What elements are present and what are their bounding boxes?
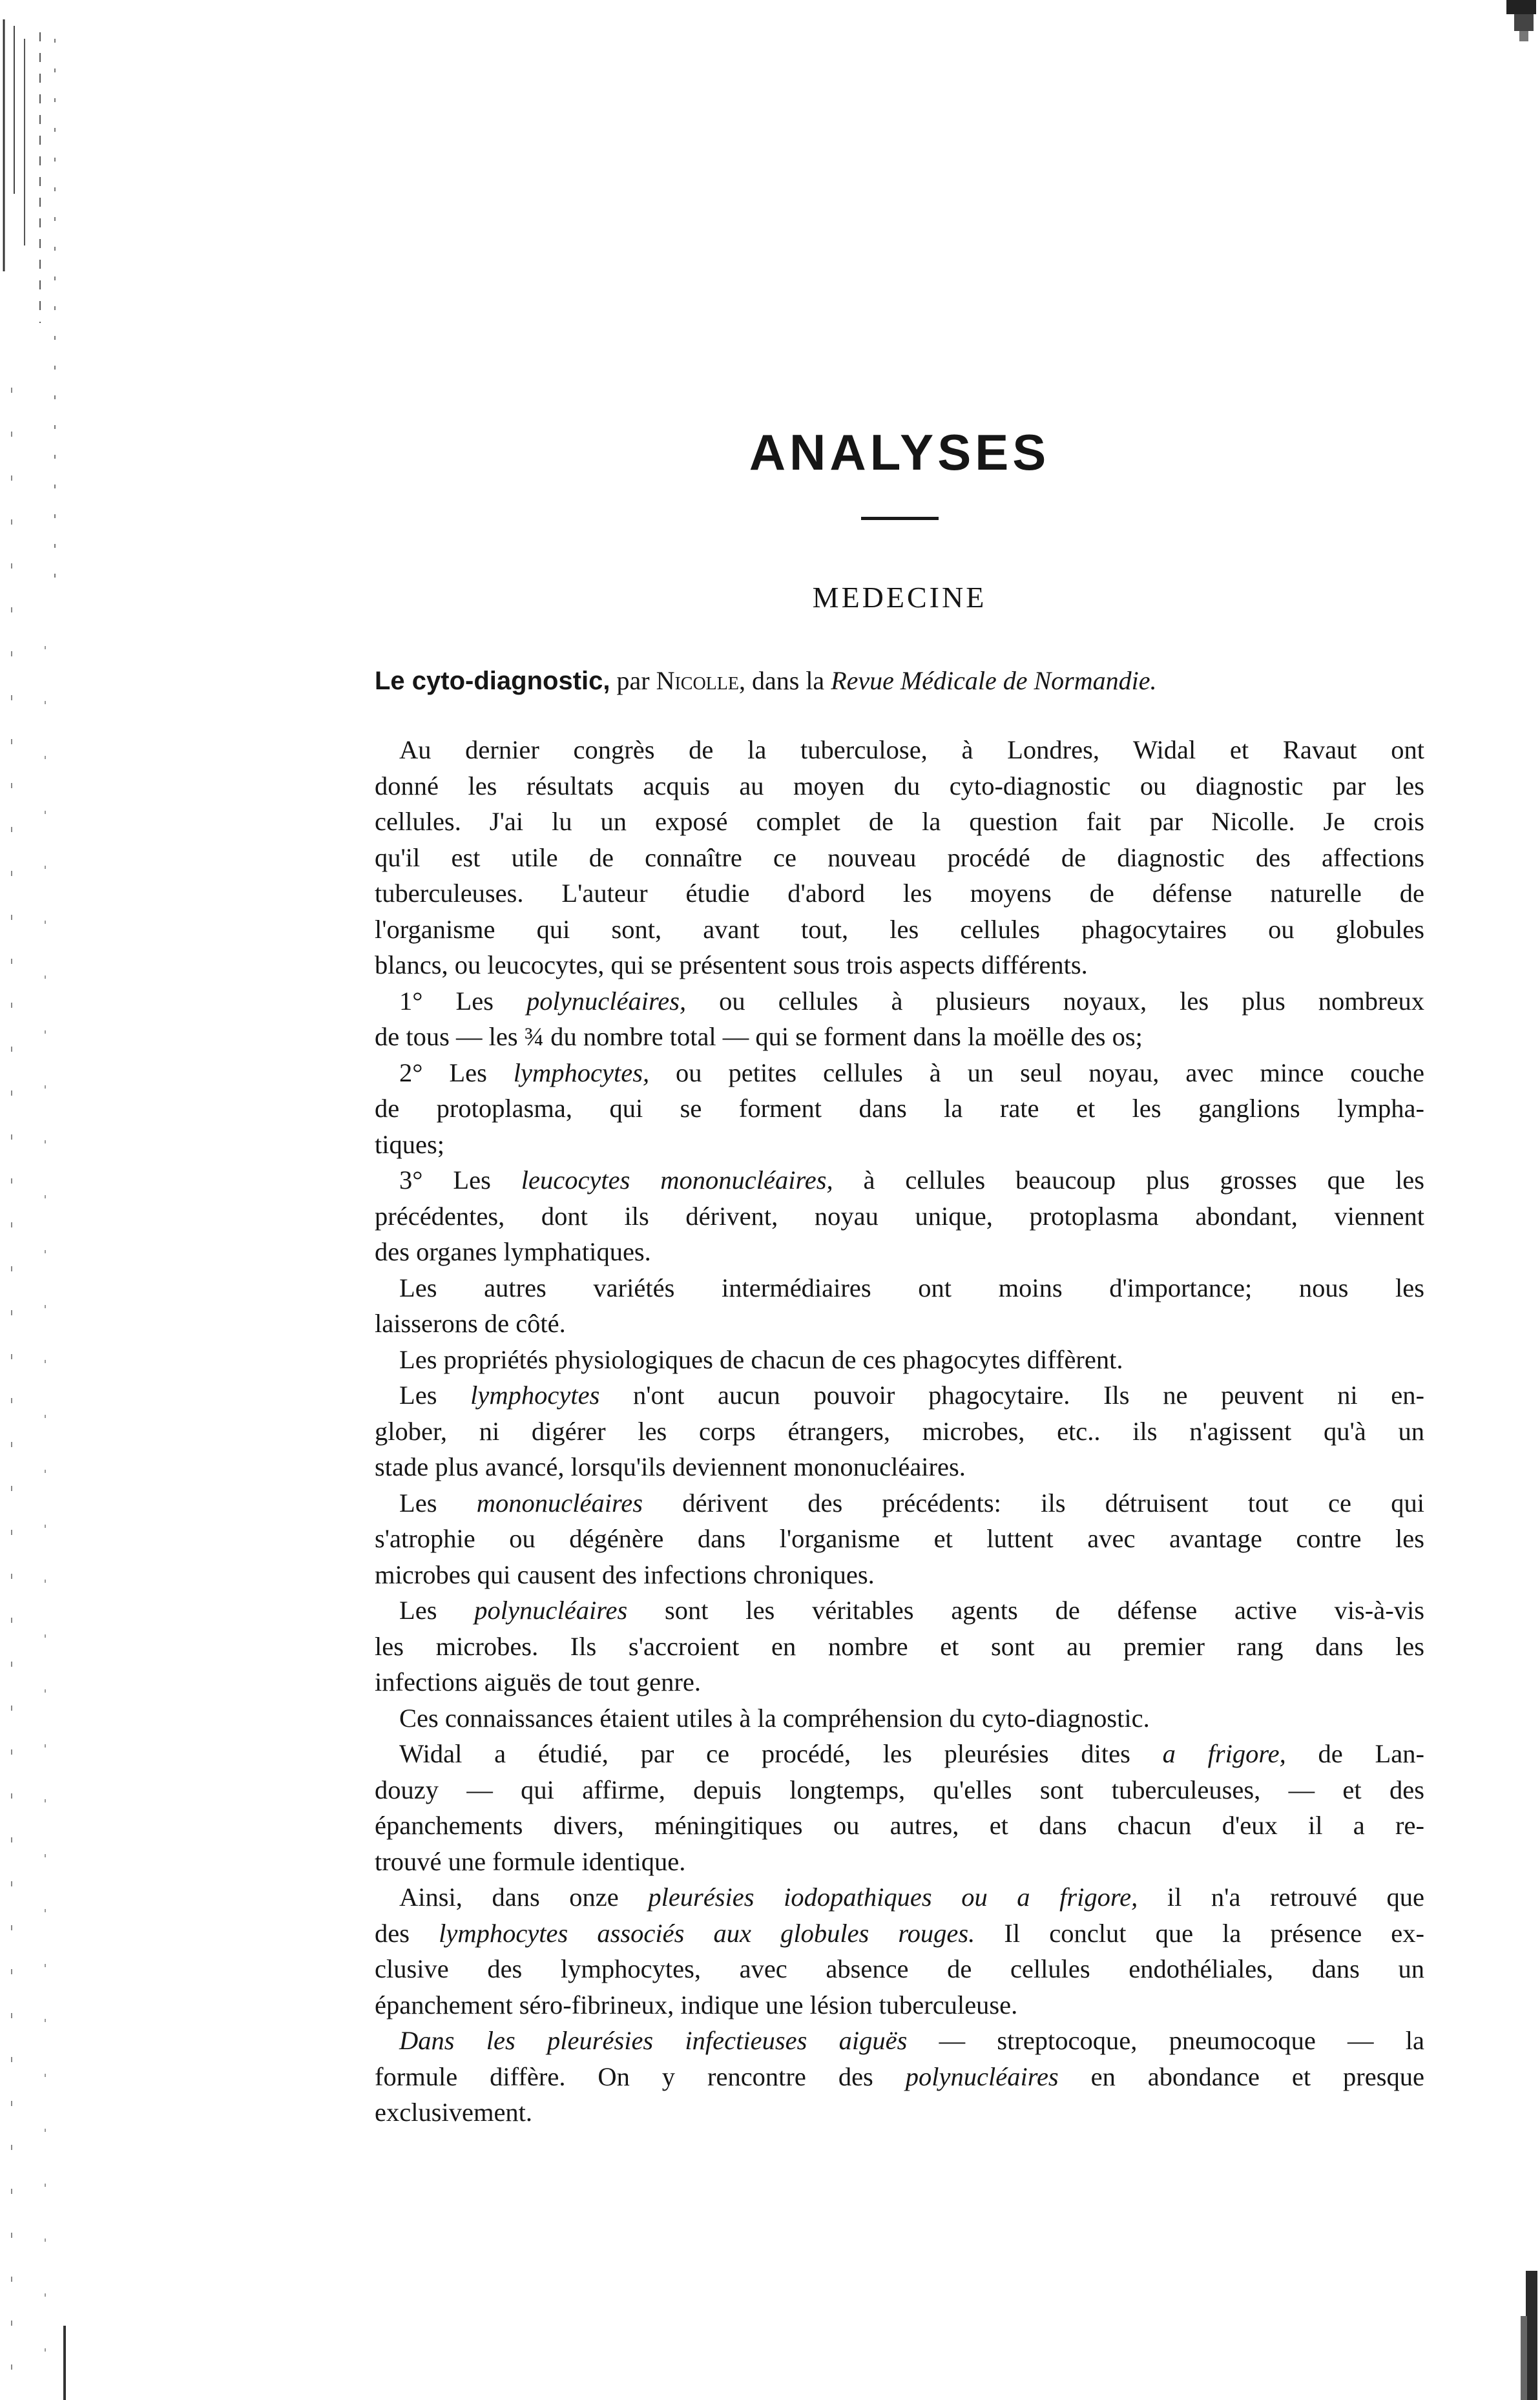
text-line xyxy=(375,2023,1424,2059)
line-text: ou cellules à plusieurs noyaux, les plus nombreux xyxy=(686,986,1424,1016)
line-text: Ainsi, dans onze xyxy=(399,1883,649,1912)
line-text: exclusivement. xyxy=(375,2098,533,2127)
line-text: microbes qui causent des infections chroniques. xyxy=(375,1560,875,1589)
line-text: épanchements divers, méningitiques ou autres, et dans chacun d'eux il a re- xyxy=(375,1811,1424,1840)
reference-journal: Revue Médicale de Normandie. xyxy=(831,666,1157,695)
text-line xyxy=(375,1162,1424,1198)
line-text: donné les résultats acquis au moyen du cyto-diagnostic ou diagnostic par les xyxy=(375,771,1424,800)
line-text: Les propriétés physiologiques de chacun de ces phagocytes diffèrent. xyxy=(399,1344,1123,1374)
text-line xyxy=(375,1915,1424,1952)
line-text: des organes lymphatiques. xyxy=(375,1237,651,1266)
text-line xyxy=(375,1377,1424,1414)
text-line xyxy=(375,875,1424,912)
text-line xyxy=(375,1808,1424,1844)
italic-term: mononucléaires xyxy=(476,1488,643,1518)
italic-term: Dans les pleurésies infectieuses aiguës xyxy=(399,2026,908,2055)
line-text: formule diffère. On y rencontre des xyxy=(375,2061,906,2091)
line-text: Les xyxy=(399,1596,475,1625)
scan-edge-artifact xyxy=(0,0,68,2400)
text-line xyxy=(375,1485,1424,1521)
line-text: n'ont aucun pouvoir phagocytaire. Ils ne peuvent ni en- xyxy=(599,1381,1424,1410)
text-line xyxy=(375,1055,1424,1091)
text-line xyxy=(375,1342,1424,1378)
article-title: Le cyto-diagnostic, xyxy=(375,667,610,695)
text-line xyxy=(375,947,1424,983)
text-line xyxy=(375,1987,1424,2023)
line-text: des xyxy=(375,1918,439,1948)
line-text: les microbes. Ils s'accroient en nombre et sont au premier rang dans les xyxy=(375,1631,1424,1661)
line-text: cellules. J'ai lu un exposé complet de la question fait par Nicolle. Je crois xyxy=(375,807,1424,836)
line-text: à cellules beaucoup plus grosses que les xyxy=(833,1165,1425,1195)
text-line xyxy=(375,1557,1424,1593)
italic-term: lymphocytes xyxy=(470,1381,600,1410)
line-text: précédentes, dont ils dérivent, noyau unique, protoplasma abondant, viennent xyxy=(375,1201,1424,1231)
italic-term: polynucléaires xyxy=(905,2061,1059,2091)
line-text: sont les véritables agents de défense active vis-à-vis xyxy=(627,1596,1424,1625)
reference-author: Nicolle, xyxy=(656,666,745,695)
text-line xyxy=(375,1306,1424,1342)
line-text: glober, ni digérer les corps étrangers, microbes, etc.. ils n'agissent qu'à un xyxy=(375,1416,1424,1446)
scan-corner-artifact xyxy=(1501,0,1540,45)
line-text: stade plus avancé, lorsqu'ils deviennent mononucléaires. xyxy=(375,1452,966,1481)
line-text: 2° Les xyxy=(399,1058,514,1087)
line-text: Au dernier congrès de la tuberculose, à Londres, Widal et Ravaut ont xyxy=(399,735,1424,764)
page-title: ANALYSES xyxy=(749,424,1050,481)
italic-term: polynucléaires, xyxy=(526,986,687,1016)
italic-term: lymphocytes, xyxy=(513,1058,650,1087)
italic-term: lymphocytes associés aux globules rouges. xyxy=(439,1918,975,1948)
line-text: l'organisme qui sont, avant tout, les cellules phagocytaires ou globules xyxy=(375,914,1424,944)
line-text: Il conclut que la présence ex- xyxy=(975,1918,1424,1948)
text-line xyxy=(375,1414,1424,1450)
italic-term: a frigore, xyxy=(1162,1739,1286,1768)
text-line xyxy=(375,1521,1424,1557)
line-text: trouvé une formule identique. xyxy=(375,1846,686,1876)
line-text: tiques; xyxy=(375,1129,444,1159)
text-line xyxy=(375,1772,1424,1808)
line-text: Les xyxy=(399,1488,477,1518)
text-column xyxy=(375,420,1424,2131)
line-text: infections aiguës de tout genre. xyxy=(375,1667,701,1696)
text-line xyxy=(375,768,1424,804)
italic-term: pleurésies iodopathiques ou a frigore, xyxy=(648,1883,1138,1912)
line-text: 3° Les xyxy=(399,1165,521,1195)
line-text: s'atrophie ou dégénère dans l'organisme et luttent avec avantage contre les xyxy=(375,1524,1424,1553)
line-text: Les autres variétés intermédiaires ont moins d'importance; nous les xyxy=(399,1273,1424,1302)
line-text: tuberculeuses. L'auteur étudie d'abord les moyens de défense naturelle de xyxy=(375,879,1424,908)
text-line xyxy=(375,804,1424,840)
section-heading: MEDECINE xyxy=(812,581,987,614)
italic-term: polynucléaires xyxy=(474,1596,628,1625)
text-line xyxy=(375,732,1424,768)
line-text: épanchement séro-fibrineux, indique une lésion tuberculeuse. xyxy=(375,1990,1018,2019)
line-text: clusive des lymphocytes, avec absence de cellules endothéliales, dans un xyxy=(375,1954,1424,1983)
text-line xyxy=(375,983,1424,1019)
text-line xyxy=(375,1090,1424,1127)
text-line xyxy=(375,1951,1424,1987)
text-line xyxy=(375,1198,1424,1235)
text-line xyxy=(375,1664,1424,1700)
text-line xyxy=(375,1700,1424,1737)
line-text: laisserons de côté. xyxy=(375,1309,566,1338)
line-text: de Lan- xyxy=(1285,1739,1424,1768)
line-text: blancs, ou leucocytes, qui se présentent sous trois aspects différents. xyxy=(375,950,1088,979)
text-line xyxy=(375,1879,1424,1915)
line-text: Ces connaissances étaient utiles à la compréhension du cyto-diagnostic. xyxy=(399,1703,1150,1733)
line-text: Widal a étudié, par ce procédé, les pleurésies dites xyxy=(399,1739,1163,1768)
scan-bottom-artifact xyxy=(1501,2258,1540,2400)
line-text: 1° Les xyxy=(399,986,527,1016)
text-line xyxy=(375,1629,1424,1665)
line-text: ou petites cellules à un seul noyau, avec mince couche xyxy=(649,1058,1424,1087)
line-text: il n'a retrouvé que xyxy=(1138,1883,1425,1912)
line-text: qu'il est utile de connaître ce nouveau procédé de diagnostic des affections xyxy=(375,842,1424,872)
text-line xyxy=(375,1592,1424,1629)
text-line xyxy=(375,1270,1424,1306)
text-line xyxy=(375,1234,1424,1270)
line-text: en abondance et presque xyxy=(1058,2061,1424,2091)
line-text: de protoplasma, qui se forment dans la rate et les ganglions lympha- xyxy=(375,1094,1424,1123)
text-line xyxy=(375,1019,1424,1055)
text-line xyxy=(375,1127,1424,1163)
line-text: — streptocoque, pneumocoque — la xyxy=(907,2026,1424,2055)
text-line xyxy=(375,1844,1424,1880)
text-line xyxy=(375,1736,1424,1772)
text-line xyxy=(375,912,1424,948)
reference-dans: dans la xyxy=(752,666,825,695)
article-body xyxy=(375,732,1424,2131)
line-text: douzy — qui affirme, depuis longtemps, qu'elles sont tuberculeuses, — et des xyxy=(375,1775,1424,1804)
article-reference xyxy=(375,662,1424,700)
title-rule xyxy=(861,517,939,520)
text-line xyxy=(375,1449,1424,1485)
line-text: de tous — les ¾ du nombre total — qui se forment dans la moëlle des os; xyxy=(375,1022,1143,1051)
line-text: Les xyxy=(399,1381,471,1410)
text-line xyxy=(375,2094,1424,2131)
text-line xyxy=(375,840,1424,876)
reference-par: par xyxy=(616,666,650,695)
text-line xyxy=(375,2059,1424,2095)
italic-term: leucocytes mononucléaires, xyxy=(521,1165,833,1195)
line-text: dérivent des précédents: ils détruisent tout ce qui xyxy=(642,1488,1424,1518)
